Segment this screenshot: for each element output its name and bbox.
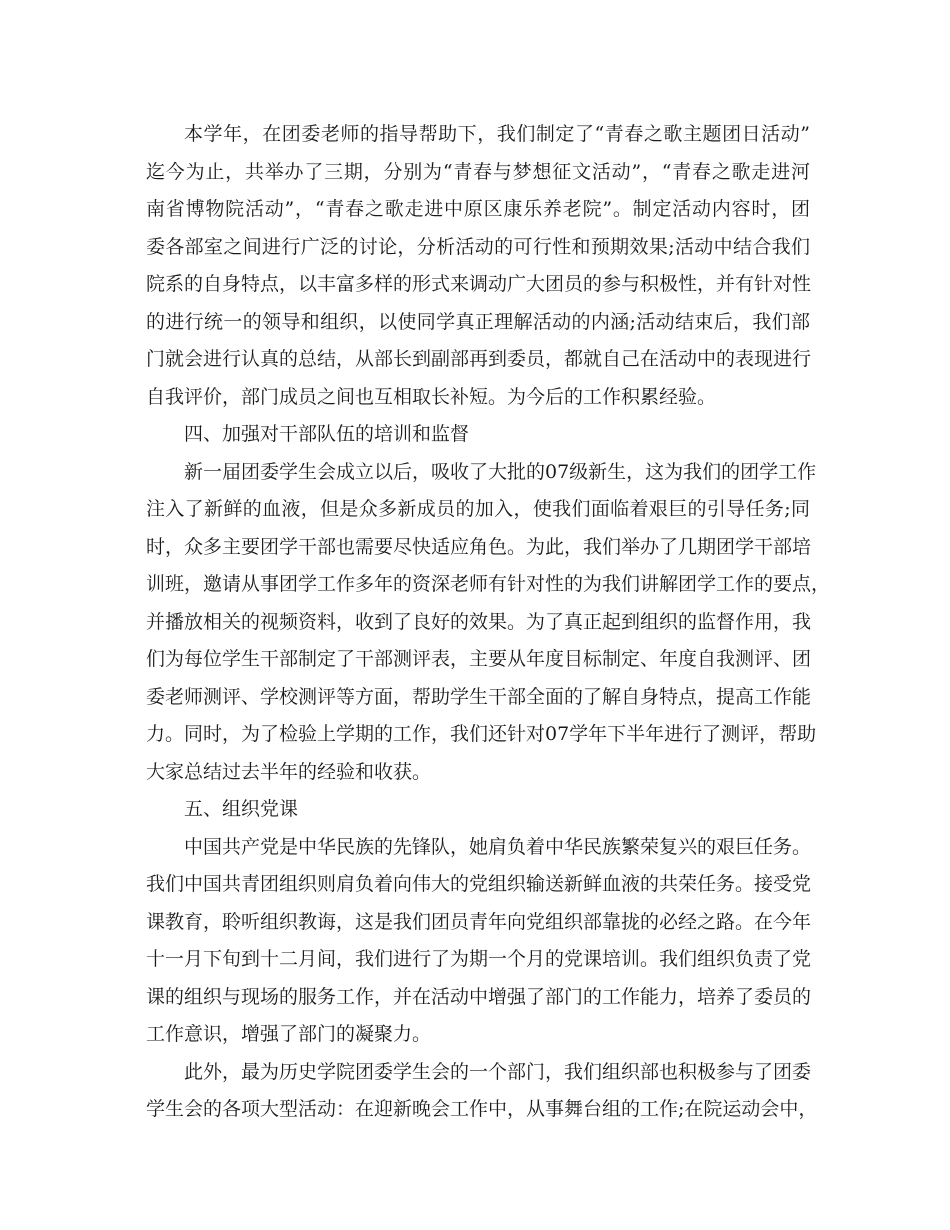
section-heading: 五、组织党课: [184, 798, 299, 820]
paragraph-line: 中国共产党是中华民族的先锋队，她肩负着中华民族繁荣复兴的艰巨任务。: [184, 835, 812, 858]
paragraph-line: 时，众多主要团学干部也需要尽快适应角色。为此，我们举办了几期团学干部培: [146, 535, 812, 558]
paragraph-line: 工作意识，增强了部门的凝聚力。: [146, 1023, 432, 1045]
paragraph-line: 本学年，在团委老师的指导帮助下，我们制定了“青春之歌主题团日活动”: [184, 123, 810, 145]
paragraph-line: 我们中国共青团组织则肩负着向伟大的党组织输送新鲜血液的共荣任务。接受党: [146, 873, 812, 895]
paragraph-line: 大家总结过去半年的经验和收获。: [146, 760, 432, 783]
paragraph-line: 迄今为止，共举办了三期，分别为“青春与梦想征文活动”，“青春之歌走进河: [146, 160, 810, 183]
paragraph-line: 并播放相关的视频资料，收到了良好的效果。为了真正起到组织的监督作用，我: [146, 610, 812, 633]
paragraph-line: 新一届团委学生会成立以后，吸收了大批的07级新生，这为我们的团学工作: [184, 460, 817, 483]
document-body: [146, 116, 831, 1129]
paragraph-line: 十一月下旬到十二月间，我们进行了为期一个月的党课培训。我们组织负责了党: [146, 948, 812, 970]
section-heading: 四、加强对干部队伍的培训和监督: [184, 423, 470, 445]
paragraph-line: 们为每位学生干部制定了干部测评表，主要从年度目标制定、年度自我测评、团: [146, 648, 812, 670]
paragraph-line: 此外，最为历史学院团委学生会的一个部门，我们组织部也积极参与了团委: [184, 1060, 812, 1083]
paragraph-line: 门就会进行认真的总结，从部长到副部再到委员，都就自己在活动中的表现进行: [146, 348, 812, 370]
paragraph-line: 的进行统一的领导和组织，以使同学真正理解活动的内涵;活动结束后，我们部: [146, 310, 810, 333]
paragraph-line: 力。同时，为了检验上学期的工作，我们还针对07学年下半年进行了测评，帮助: [146, 723, 817, 745]
paragraph-line: 课教育，聆听组织教诲，这是我们团员青年向党组织部靠拢的必经之路。在今年: [146, 910, 812, 933]
paragraph-line: 委老师测评、学校测评等方面，帮助学生干部全面的了解自身特点，提高工作能: [146, 685, 812, 708]
paragraph-line: 委各部室之间进行广泛的讨论，分析活动的可行性和预期效果;活动中结合我们: [146, 235, 810, 258]
paragraph-line: 学生会的各项大型活动：在迎新晚会工作中，从事舞台组的工作;在院运动会中，: [146, 1098, 818, 1120]
paragraph-line: 训班，邀请从事团学工作多年的资深老师有针对性的为我们讲解团学工作的要点，: [146, 573, 831, 595]
paragraph-line: 自我评价，部门成员之间也互相取长补短。为今后的工作积累经验。: [146, 385, 717, 408]
paragraph-line: 南省博物院活动”，“青春之歌走进中原区康乐养老院”。制定活动内容时，团: [146, 198, 810, 220]
paragraph-line: 院系的自身特点，以丰富多样的形式来调动广大团员的参与积极性，并有针对性: [146, 273, 812, 295]
paragraph-line: 注入了新鲜的血液，但是众多新成员的加入，使我们面临着艰巨的引导任务;同: [146, 498, 810, 520]
paragraph-line: 课的组织与现场的服务工作，并在活动中增强了部门的工作能力，培养了委员的: [146, 985, 812, 1008]
